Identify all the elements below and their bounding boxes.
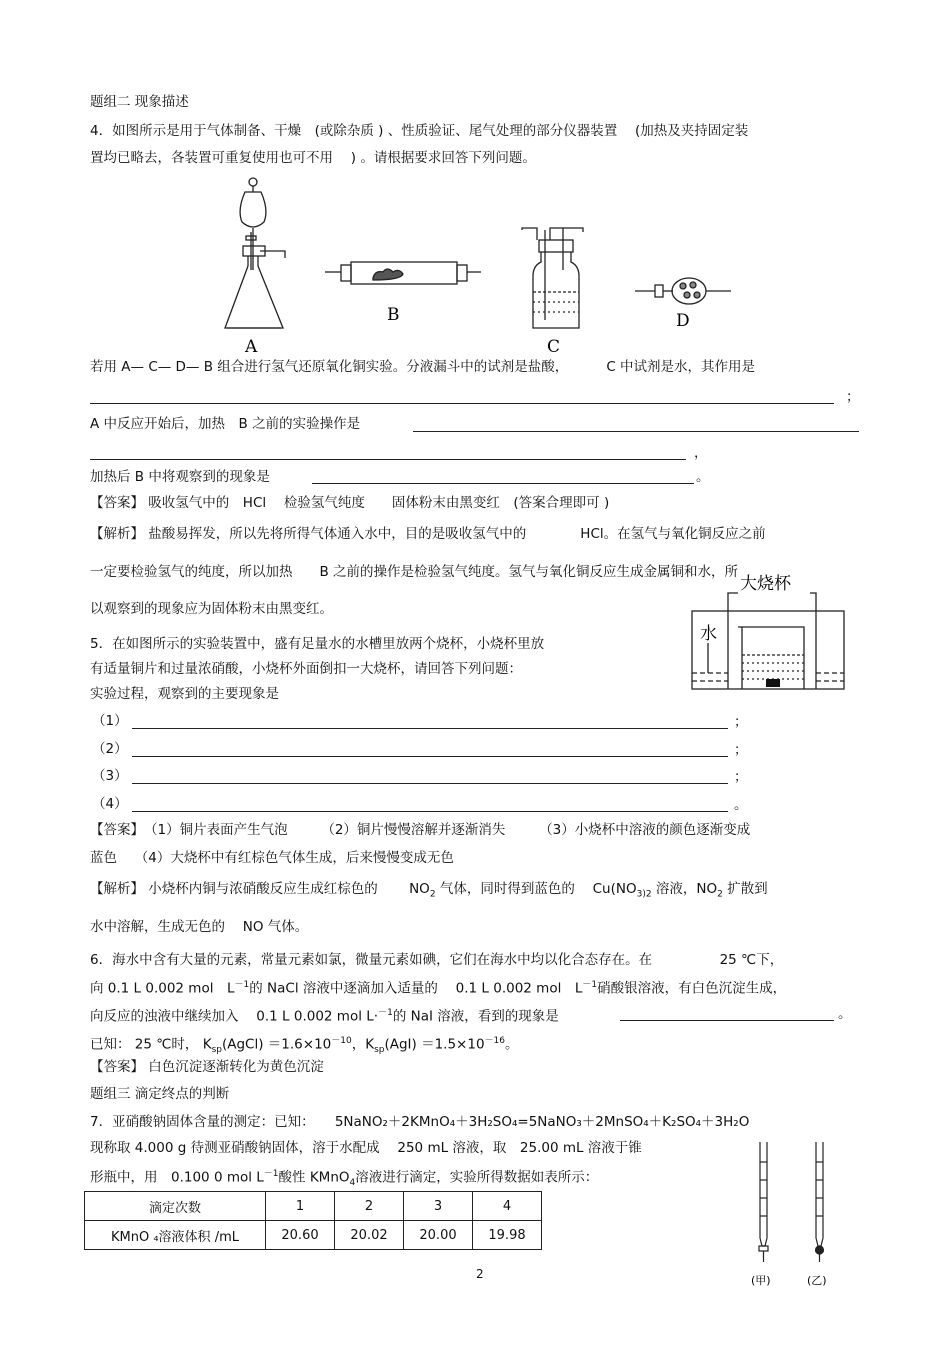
- large-beaker: [728, 593, 816, 689]
- q6-line3: 向反应的浊液中继续加入 0.1 L 0.002 mol L·$^{-1}$的 NaI 溶液，看到的现象是: [90, 1008, 559, 1025]
- q4-line1: 4．如图所示是用于气体制备、干燥 (或除杂质 ) 、性质验证、尾气处理的部分仪器装置 (加热及夹持固定装: [90, 123, 749, 139]
- water-trough: [692, 611, 844, 689]
- apparatus-c-label: C: [547, 337, 561, 357]
- q5-line2: 有适量铜片和过量浓硝酸，小烧杯外面倒扣一大烧杯，请回答下列问题：: [90, 661, 522, 677]
- q5-analysis1: 【解析】 小烧杯内铜与浓硝酸反应生成红棕色的 $NO_2$ 气体，同时得到蓝色的 $Cu(NO_{3)2}$ 溶液，$NO_2$ 扩散到: [90, 881, 768, 900]
- q6-line4: 已知： 25 ℃时， $K_{sp}(AgCl) =1.6\times 10^{-10}$，$K_{sp}(AgI) =1.5\times 10^{-16}$。: [90, 1036, 519, 1056]
- q4-blank2: [413, 414, 859, 432]
- apparatus-d-label: D: [676, 311, 690, 331]
- q5-item-label: （2）: [92, 741, 128, 757]
- apparatus-d-drying-tube: [635, 278, 731, 304]
- table-row: [85, 1192, 542, 1221]
- group3-title: 题组三 滴定终点的判断: [90, 1086, 230, 1102]
- q5-line3: 实验过程，观察到的主要现象是: [90, 686, 279, 702]
- burettes-figure: [745, 1140, 845, 1290]
- table-cell: 20.00: [404, 1221, 473, 1250]
- q7-line1: 7．亚硝酸钠固体含量的测定：已知： 5NaNO₂＋2KMnO₄＋3H₂SO₄=5NaNO₃＋2MnSO₄＋K₂SO₄＋3H₂O: [90, 1114, 750, 1130]
- group2-title: 题组二 现象描述: [90, 94, 189, 110]
- q4-text2: A 中反应开始后，加热 B 之前的实验操作是: [90, 416, 361, 432]
- q5-line1: 5．在如图所示的实验装置中，盛有足量水的水槽里放两个烧杯，小烧杯里放: [90, 636, 545, 652]
- q5-item-end: ；: [734, 769, 748, 785]
- burette-a: [759, 1142, 768, 1262]
- table-header-cell: 2: [335, 1192, 404, 1221]
- table-row: [85, 1221, 542, 1250]
- q5-answer1: 【答案】 （1）铜片表面产生气泡 （2）铜片慢慢溶解并逐渐消失 （3）小烧杯中溶液的颜色逐渐变成: [90, 822, 751, 838]
- burette-a-label: (甲): [751, 1274, 771, 1287]
- table-header-cell: 1: [266, 1192, 335, 1221]
- q5-item-end: ；: [734, 714, 748, 730]
- apparatus-a-flask: [225, 178, 285, 328]
- apparatus-figure: [215, 170, 745, 355]
- q7-line2: 现称取 4.000 g 待测亚硝酸钠固体，溶于水配成 250 mL 溶液，取 25.00 mL 溶液于锥: [90, 1140, 642, 1156]
- table-cell: 19.98: [473, 1221, 542, 1250]
- q4-blank4: [312, 466, 694, 484]
- table-cell: 20.60: [266, 1221, 335, 1250]
- q5-analysis2: 水中溶解，生成无色的 NO 气体。: [90, 919, 309, 935]
- q4-text3: 加热后 B 中将观察到的现象是: [90, 469, 270, 485]
- q6-line3-end: 。: [838, 1006, 852, 1022]
- q4-analysis1: 【解析】 盐酸易挥发，所以先将所得气体通入水中，目的是吸收氢气中的 HCl。在氢气与氧化铜反应之前: [90, 526, 766, 542]
- table-cell: 20.02: [335, 1221, 404, 1250]
- q5-item-label: （4）: [92, 796, 128, 812]
- fig-big-beaker-label: 大烧杯: [740, 574, 791, 594]
- apparatus-c-bottle: [522, 228, 583, 328]
- q5-blank: [132, 711, 728, 729]
- burette-b: [816, 1142, 824, 1262]
- q5-blank: [132, 766, 728, 784]
- q5-item-label: （3）: [92, 768, 128, 784]
- q5-item-label: （1）: [92, 713, 128, 729]
- q4-text1: 若用 A— C— D— B 组合进行氢气还原氧化铜实验。分液漏斗中的试剂是盐酸， C 中试剂是水，其作用是: [90, 359, 756, 375]
- q4-line2: 置均已略去，各装置可重复使用也可不用 ) 。请根据要求回答下列问题。: [90, 150, 536, 166]
- q4-analysis2: 一定要检验氢气的纯度，所以加热 B 之前的操作是检验氢气纯度。氢气与氧化铜反应生成金属铜和水，所: [90, 564, 739, 580]
- q6-line1: 6．海水中含有大量的元素，常量元素如氯，微量元素如碘，它们在海水中均以化合态存在。在 25 ℃下，: [90, 952, 784, 968]
- q5-blank: [132, 739, 728, 757]
- q4-period: 。: [696, 469, 710, 485]
- table-header-cell: 4: [473, 1192, 542, 1221]
- fig-water-label: 水: [700, 624, 717, 644]
- apparatus-b-label: B: [387, 305, 400, 325]
- copper-piece: [766, 679, 780, 687]
- q5-blank: [132, 794, 728, 812]
- q5-item-end: 。: [734, 797, 748, 813]
- q7-line3: 形瓶中，用 0.100 0 mol $L^{-1}$酸性 KMnO$_4$溶液进行滴定，实验所得数据如表所示：: [90, 1169, 599, 1189]
- q4-blank3: [90, 442, 686, 460]
- q4-semicolon: ；: [846, 389, 860, 405]
- titration-table: [84, 1191, 542, 1250]
- apparatus-b-tube: [325, 262, 481, 284]
- table-header-cell: 滴定次数: [85, 1192, 266, 1221]
- q4-analysis3: 以观察到的现象应为固体粉末由黑变红。: [90, 601, 333, 617]
- q4-blank1: [90, 386, 834, 404]
- burette-b-label: (乙): [807, 1274, 827, 1287]
- q5-answer2: 蓝色 （4）大烧杯中有红棕色气体生成，后来慢慢变成无色: [90, 850, 454, 866]
- q6-blank: [620, 1003, 834, 1021]
- apparatus-a-label: A: [245, 337, 258, 357]
- beaker-figure: [690, 565, 850, 693]
- q6-answer: 【答案】 白色沉淀逐渐转化为黄色沉淀: [90, 1059, 324, 1075]
- page-number: 2: [476, 1267, 484, 1281]
- table-header-cell: 3: [404, 1192, 473, 1221]
- table-row-label: KMnO ₄溶液体积 /mL: [85, 1221, 266, 1250]
- q4-answer: 【答案】 吸收氢气中的 HCl 检验氢气纯度 固体粉末由黑变红 (答案合理即可 ): [90, 495, 610, 511]
- q5-item-end: ；: [734, 742, 748, 758]
- q4-comma: ，: [694, 445, 708, 461]
- q6-line2: 向 0.1 L 0.002 mol $L^{-1}$的 NaCl 溶液中逐滴加入适量的 0.1 L 0.002 mol $L^{-1}$硝酸银溶液，有白色沉淀生成，: [90, 980, 787, 997]
